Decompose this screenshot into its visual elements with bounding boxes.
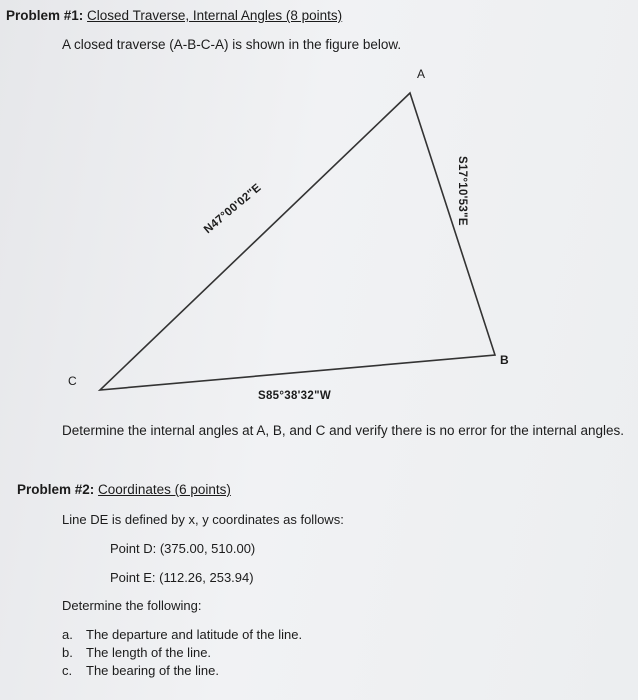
problem1-intro: A closed traverse (A-B-C-A) is shown in the figure below.: [62, 37, 402, 52]
point-a-label: A: [417, 67, 426, 81]
problem2-determine: Determine the following:: [62, 598, 202, 613]
list-marker: a.: [62, 627, 73, 642]
bearing-bc-label: S85°38'32"W: [258, 390, 331, 402]
list-marker: b.: [62, 645, 73, 660]
point-c-label: C: [68, 374, 77, 388]
list-text: The bearing of the line.: [86, 663, 219, 678]
problem1-task: Determine the internal angles at A, B, and C and verify there is no error for the internal angles.: [62, 423, 625, 438]
list-text: The length of the line.: [86, 645, 212, 660]
problem1-heading-title: Closed Traverse, Internal Angles (8 points): [87, 8, 343, 23]
problem2-heading-title: Coordinates (6 points): [98, 482, 231, 497]
point-d-coordinates: Point D: (375.00, 510.00): [110, 541, 256, 556]
bearing-ab-label: S17°10'53"E: [456, 156, 468, 226]
point-b-label: B: [500, 353, 509, 367]
point-e-coordinates: Point E: (112.26, 253.94): [110, 570, 254, 585]
problem2-heading-prefix: Problem #2:: [17, 482, 95, 497]
list-marker: c.: [62, 663, 73, 678]
problem1-heading-prefix: Problem #1:: [6, 8, 84, 23]
list-text: The departure and latitude of the line.: [86, 627, 303, 642]
traverse-triangle: [100, 93, 495, 390]
problem2-heading: [17, 482, 231, 497]
problem2-list-item: [62, 663, 219, 678]
bearing-ca-label: N47°00'02"E: [202, 181, 264, 237]
problem2-list-item: [62, 645, 211, 660]
problem2-list-item: [62, 627, 302, 642]
problem2-intro: Line DE is defined by x, y coordinates as follows:: [62, 512, 344, 527]
